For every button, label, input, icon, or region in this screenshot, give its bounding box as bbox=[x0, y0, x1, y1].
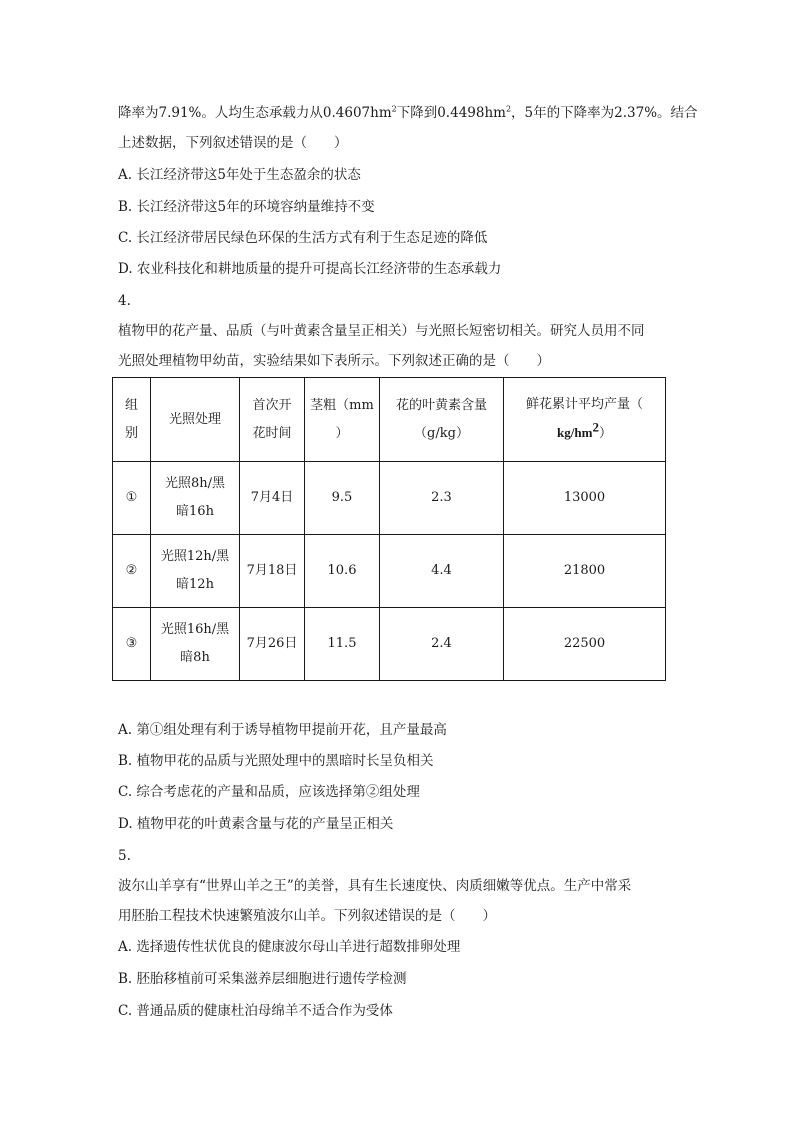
unit-superscript: 2 bbox=[505, 104, 512, 114]
q3-option-b: B. 长江经济带这5年的环境容纳量维持不变 bbox=[118, 199, 375, 215]
q4-results-table bbox=[112, 377, 666, 681]
cell-stem: 11.5 bbox=[305, 608, 380, 681]
table-row bbox=[113, 462, 666, 535]
cell-lutein: 2.3 bbox=[380, 462, 504, 535]
cell-lutein: 4.4 bbox=[380, 535, 504, 608]
cell-date: 7月26日 bbox=[240, 608, 305, 681]
q3-option-a: A. 长江经济带这5年处于生态盈余的状态 bbox=[118, 167, 361, 183]
q3-text-part-1: 降率为7.91%。人均生态承载力从0.4607hm bbox=[118, 105, 392, 121]
header-lutein-content: 花的叶黄素含量 （g/kg） bbox=[380, 378, 504, 462]
cell-yield: 21800 bbox=[504, 535, 666, 608]
q3-stem-line-2: 上述数据，下列叙述错误的是（ ） bbox=[118, 135, 348, 151]
cell-yield: 22500 bbox=[504, 608, 666, 681]
cell-group: ② bbox=[113, 535, 151, 608]
cell-lutein: 2.4 bbox=[380, 608, 504, 681]
cell-light: 光照12h/黑 暗12h bbox=[151, 535, 240, 608]
cell-light: 光照16h/黑 暗8h bbox=[151, 608, 240, 681]
q3-text-part-2: 下降到0.4498hm bbox=[396, 105, 506, 121]
header-flower-yield: 鲜花累计平均产量（ $kg/hm^2$） bbox=[504, 378, 666, 462]
cell-stem: 9.5 bbox=[305, 462, 380, 535]
cell-yield: 13000 bbox=[504, 462, 666, 535]
header-group: 组 别 bbox=[113, 378, 151, 462]
cell-light: 光照8h/黑 暗16h bbox=[151, 462, 240, 535]
q4-option-b: B. 植物甲花的品质与光照处理中的黑暗时长呈负相关 bbox=[118, 753, 434, 769]
cell-date: 7月18日 bbox=[240, 535, 305, 608]
header-stem-diameter: 茎粗（mm ） bbox=[305, 378, 380, 462]
cell-date: 7月4日 bbox=[240, 462, 305, 535]
q4-stem-line-2: 光照处理植物甲幼苗，实验结果如下表所示。下列叙述正确的是（ ） bbox=[118, 353, 550, 369]
cell-group: ① bbox=[113, 462, 151, 535]
table-row bbox=[113, 608, 666, 681]
q4-number: 4. bbox=[118, 293, 131, 309]
table-header-row bbox=[113, 378, 666, 462]
header-light-treatment: 光照处理 bbox=[151, 378, 240, 462]
q4-option-d: D. 植物甲花的叶黄素含量与花的产量呈正相关 bbox=[118, 816, 394, 832]
q4-option-c: C. 综合考虑花的产量和品质，应该选择第②组处理 bbox=[118, 784, 420, 800]
q5-option-c: C. 普通品质的健康杜泊母绵羊不适合作为受体 bbox=[118, 1003, 393, 1019]
header-first-flowering: 首次开 花时间 bbox=[240, 378, 305, 462]
table-row bbox=[113, 535, 666, 608]
q4-stem-line-1: 植物甲的花产量、品质（与叶黄素含量呈正相关）与光照长短密切相关。研究人员用不同 bbox=[118, 323, 645, 339]
q5-option-b: B. 胚胎移植前可采集滋养层细胞进行遗传学检测 bbox=[118, 971, 407, 987]
q5-option-a: A. 选择遗传性状优良的健康波尔母山羊进行超数排卵处理 bbox=[118, 939, 461, 955]
q3-text-part-3: ，5年的下降率为2.37%。结合 bbox=[511, 105, 698, 121]
q3-option-c: C. 长江经济带居民绿色环保的生活方式有利于生态足迹的降低 bbox=[118, 230, 488, 246]
q5-stem-line-1: 波尔山羊享有“世界山羊之王”的美誉，具有生长速度快、肉质细嫩等优点。生产中常采 bbox=[118, 878, 632, 894]
q4-option-a: A. 第①组处理有利于诱导植物甲提前开花，且产量最高 bbox=[118, 722, 447, 738]
q3-option-d: D. 农业科技化和耕地质量的提升可提高长江经济带的生态承载力 bbox=[118, 261, 502, 277]
unit-superscript: 2 bbox=[391, 104, 397, 114]
q5-stem-line-2: 用胚胎工程技术快速繁殖波尔山羊。下列叙述错误的是（ ） bbox=[118, 908, 496, 924]
q3-stem-line-1 bbox=[118, 104, 698, 122]
q5-number: 5. bbox=[118, 848, 131, 864]
cell-group: ③ bbox=[113, 608, 151, 681]
cell-stem: 10.6 bbox=[305, 535, 380, 608]
